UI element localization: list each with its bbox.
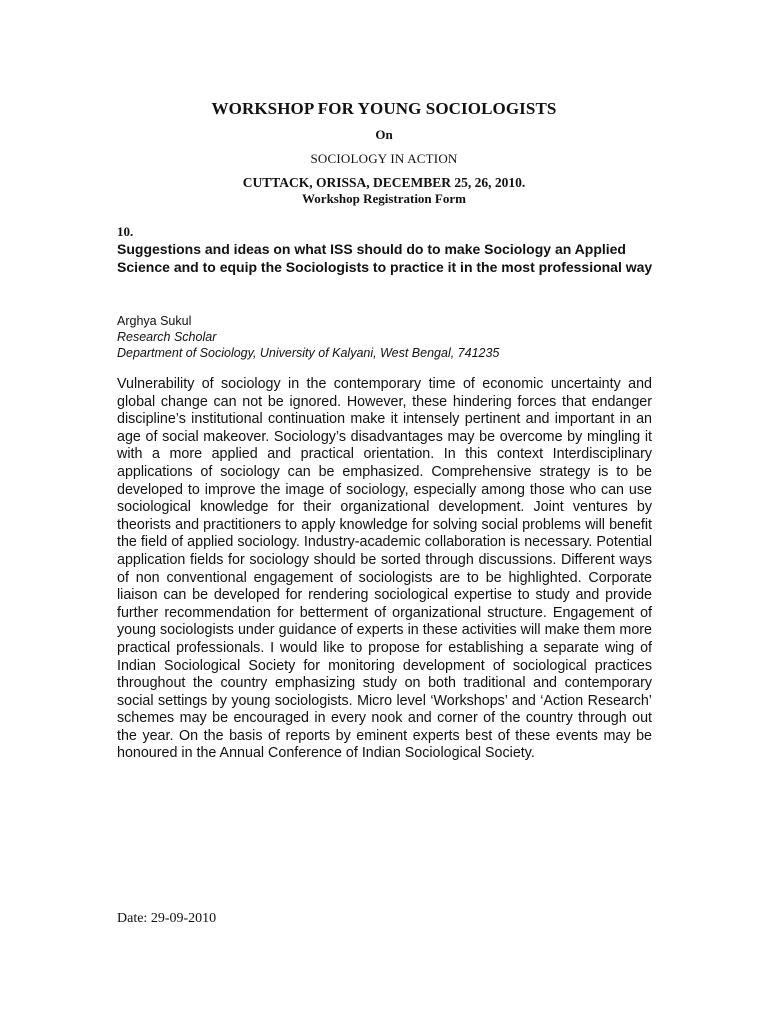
workshop-title: WORKSHOP FOR YOUNG SOCIOLOGISTS	[211, 99, 557, 118]
body-paragraph: Vulnerability of sociology in the contemporary time of economic uncertainty and global change can not be ignored. However, these hindering forces that endanger discipline’s institutional continuation make it intensely pertinent and important in an age of social makeover. Sociology’s disadvantages may be overcome by mingling it with a more applied and practical orientation. In this context Interdisciplinary applications of sociology can be emphasized. Comprehensive strategy is to be developed to improve the image of sociology, especially among those who can use sociological knowledge for their organizational development. Joint ventures by theorists and practitioners to apply knowledge for solving social problems will benefit the field of applied sociology. Industry-academic collaboration is necessary. Potential application fields for sociology should be sorted through discussions. Different ways of non conventional engagement of sociologists are to be highlighted. Corporate liaison can be developed for rendering sociological expertise to study and provide further recommendation for betterment of organizational structure. Engagement of young sociologists under guidance of experts in these activities will make them more practical professionals. I would like to propose for establishing a separate wing of Indian Sociological Society for monitoring development of sociological practices throughout the country emphasizing study on both traditional and contemporary social settings by young sociologists. Micro level ‘Workshops’ and ‘Action Research’ schemes may be encouraged in every nook and corner of the country through out the year. On the basis of reports by eminent experts best of these events may be honoured in the Annual Conference of Indian Sociological Society.	[117, 376, 652, 762]
author-block	[117, 313, 499, 361]
venue-and-dates: CUTTACK, ORISSA, DECEMBER 25, 26, 2010.	[242, 175, 526, 190]
date-line: Date: 29-09-2010	[117, 911, 217, 926]
on-label: On	[375, 127, 393, 142]
author-affiliation: Department of Sociology, University of Kalyani, West Bengal, 741235	[117, 346, 500, 360]
workshop-subject: SOCIOLOGY IN ACTION	[310, 151, 458, 166]
form-name: Workshop Registration Form	[302, 191, 466, 206]
question-number: 10.	[117, 224, 134, 239]
author-role: Research Scholar	[117, 330, 217, 344]
author-name: Arghya Sukul	[117, 314, 192, 328]
question-text: Suggestions and ideas on what ISS should do to make Sociology an Applied Science and to equip the Sociologists to practice it in the most professional way	[117, 241, 653, 275]
